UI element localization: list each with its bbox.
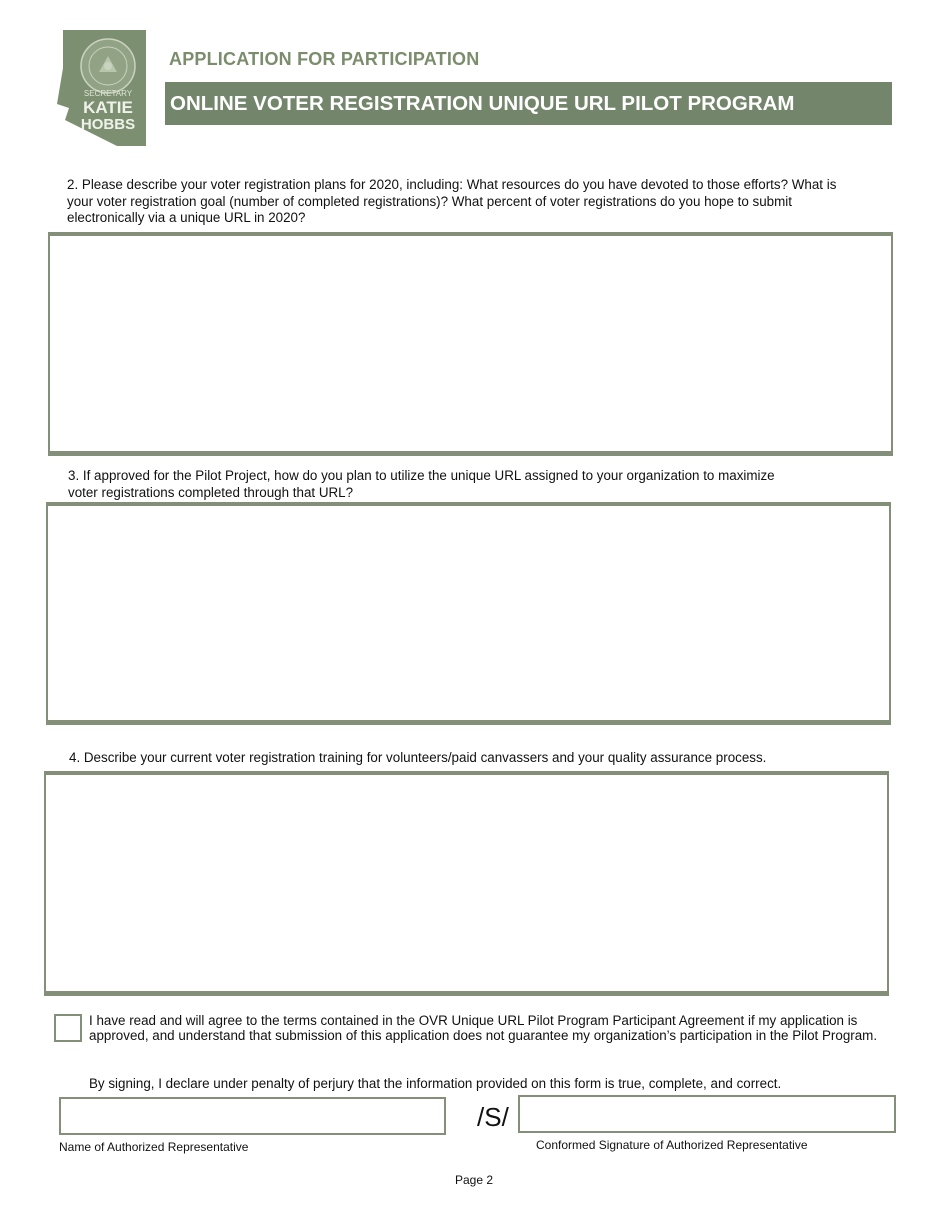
- logo-line2: KATIE: [83, 98, 133, 117]
- question-3-line1: 3. If approved for the Pilot Project, how do you plan to utilize the unique URL assigned to your organization to maximize: [68, 468, 775, 483]
- signature-mark: /S/: [477, 1102, 509, 1132]
- agreement-text: I have read and will agree to the terms contained in the OVR Unique URL Pilot Program Participant Agreement if my application is approved, and understand that submission of this application does not guarantee my organization’s participation in the Pilot Program.: [89, 1013, 878, 1043]
- secretary-logo: [55, 28, 150, 148]
- question-3: [68, 468, 898, 501]
- question-4-line1: 4. Describe your current voter registration training for volunteers/paid canvassers and your quality assurance process.: [69, 750, 767, 765]
- question-3-line2: voter registrations completed through that URL?: [68, 484, 354, 500]
- question-2-line2: your voter registration goal (number of completed registrations)? What percent of voter registrations do you hope to submit: [67, 193, 792, 209]
- logo-line1: SECRETARY: [83, 89, 133, 98]
- logo-line3: HOBBS: [80, 116, 136, 133]
- representative-name-input[interactable]: [59, 1097, 446, 1135]
- answer-3-textarea[interactable]: [46, 502, 891, 725]
- answer-4-textarea[interactable]: [44, 771, 889, 996]
- declaration-text: By signing, I declare under penalty of perjury that the information provided on this form is true, complete, and correct.: [89, 1076, 782, 1091]
- representative-name-label: Name of Authorized Representative: [59, 1140, 249, 1154]
- question-2: [67, 177, 897, 227]
- page-number: Page 2: [455, 1173, 494, 1187]
- conformed-signature-input[interactable]: [518, 1095, 896, 1133]
- application-title: APPLICATION FOR PARTICIPATION: [169, 49, 480, 69]
- question-4: [69, 750, 899, 767]
- conformed-signature-label: Conformed Signature of Authorized Representative: [536, 1138, 808, 1152]
- question-2-line3: electronically via a unique URL in 2020?: [67, 210, 306, 226]
- answer-2-textarea[interactable]: [48, 232, 893, 456]
- question-2-line1: 2. Please describe your voter registration plans for 2020, including: What resources do you have devoted to those efforts? What is: [67, 177, 837, 192]
- agreement-checkbox[interactable]: [54, 1014, 82, 1042]
- arizona-state-icon: [55, 28, 150, 148]
- program-banner: ONLINE VOTER REGISTRATION UNIQUE URL PILOT PROGRAM: [165, 82, 892, 125]
